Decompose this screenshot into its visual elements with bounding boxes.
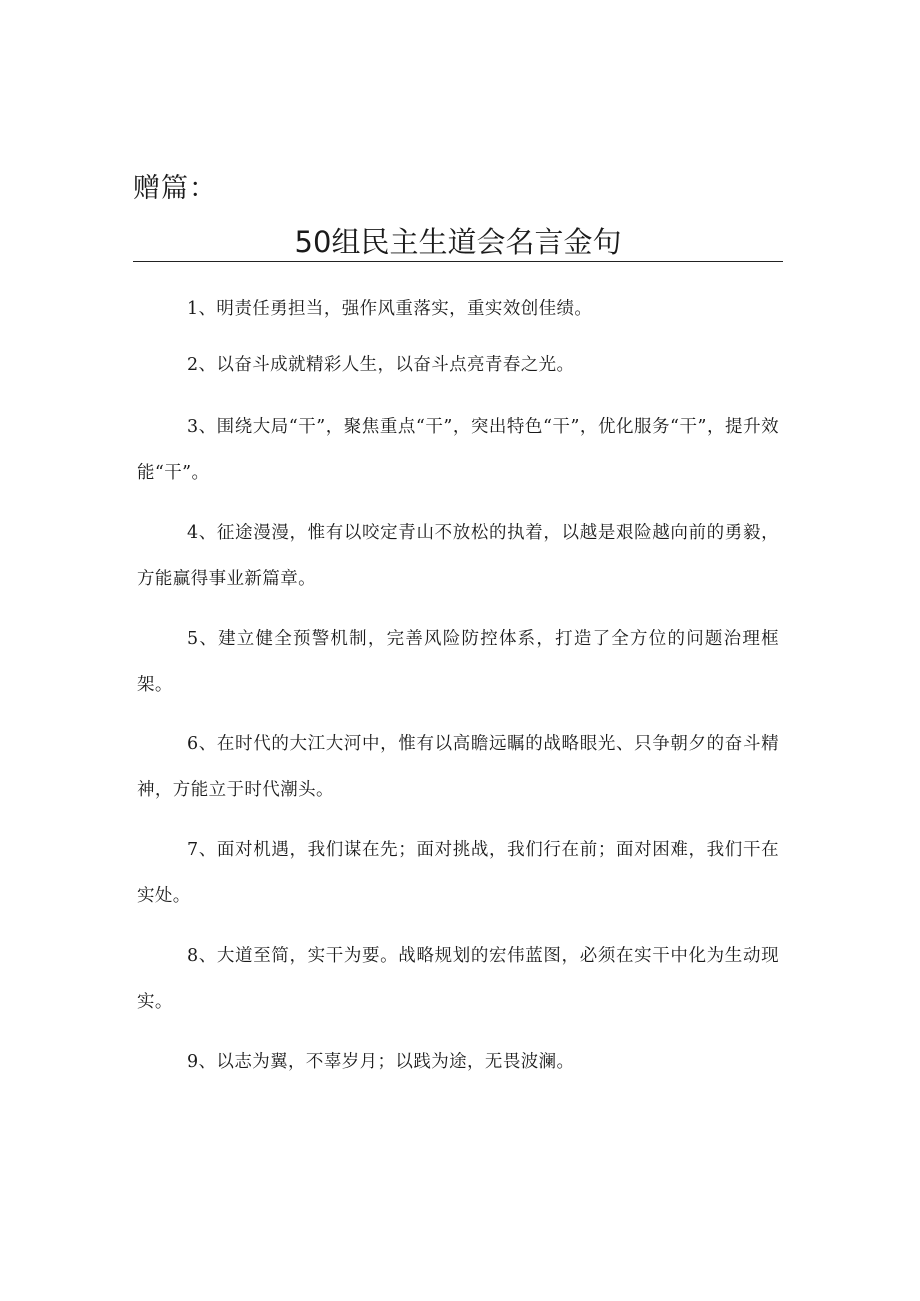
quote-item-7: 7、面对机遇，我们谋在先；面对挑战，我们行在前；面对困难，我们干在实处。 (137, 840, 779, 906)
quote-item-4: 4、征途漫漫，惟有以咬定青山不放松的执着，以越是艰险越向前的勇毅，方能赢得事业新篇章。 (137, 523, 779, 589)
quote-item-8: 8、大道至简，实干为要。战略规划的宏伟蓝图，必须在实干中化为生动现实。 (137, 946, 779, 1012)
quote-item-5: 5、建立健全预警机制，完善风险防控体系，打造了全方位的问题治理框架。 (137, 629, 779, 695)
quote-item-1: 1、明责任勇担当，强作风重落实，重实效创佳绩。 (187, 299, 593, 319)
title-underline (133, 261, 783, 262)
document-title: 50组民主生道会名言金句 (294, 225, 622, 259)
quote-item-9: 9、以志为翼，不辜岁月；以践为途，无畏波澜。 (187, 1052, 575, 1072)
quote-item-6: 6、在时代的大江大河中，惟有以高瞻远瞩的战略眼光、只争朝夕的奋斗精神，方能立于时代潮头。 (137, 734, 779, 800)
quote-item-2: 2、以奋斗成就精彩人生，以奋斗点亮青春之光。 (187, 355, 575, 375)
section-label: 赠篇： (133, 173, 217, 204)
quote-item-3: 3、围绕大局“干”，聚焦重点“干”，突出特色“干”，优化服务“干”，提升效能“干”。 (137, 417, 779, 483)
